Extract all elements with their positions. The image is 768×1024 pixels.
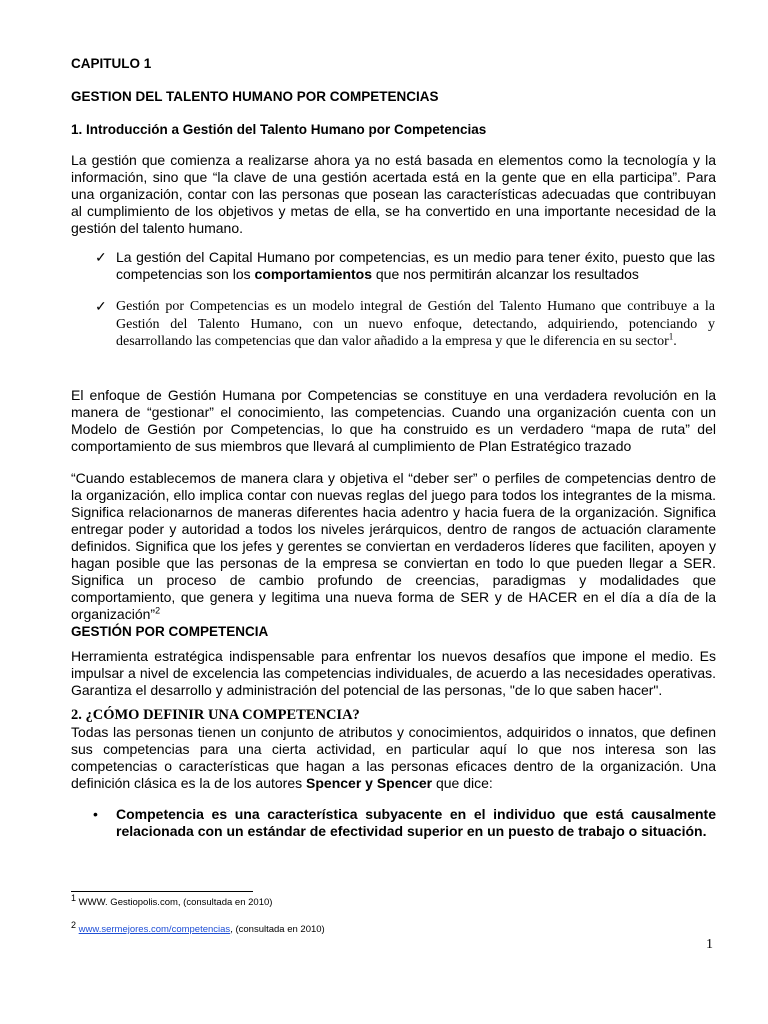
intro-paragraph: La gestión que comienza a realizarse ahora ya no está basada en elementos como la tecnología y la información, sino que “la clave de una gestión acertada está en la gente que en ella participa”. Para una organización, contar con las personas que posean las características adecuadas que contribuyan al cumplimiento de los objetivos y metas de ella, se ha convertido en una importante necesidad de la gestión del talento humano. bbox=[71, 152, 716, 236]
checklist-item-text: Gestión por Competencias es un modelo integral de Gestión del Talento Humano que contribuye a la Gestión del Talento Humano, con un nuevo enfoque, detectando, adquiriendo, potenciando y desarrollando las competencias que dan valor añadido a la empresa y que le diferencia en su sector$^1$. bbox=[116, 299, 715, 349]
footnote-separator bbox=[71, 891, 253, 892]
checklist-item-2 bbox=[95, 298, 715, 351]
definition-bullet bbox=[93, 806, 716, 840]
document-title: GESTION DEL TALENTO HUMANO POR COMPETENCIAS bbox=[71, 89, 439, 104]
herramienta-paragraph: Herramienta estratégica indispensable para enfrentar los nuevos desafíos que impone el medio. Es impulsar a nivel de excelencia las competencias individuales, de acuerdo a las necesidades operativas. Garantiza el desarrollo y administración del potencial de las personas, "de lo que saben hacer". bbox=[71, 648, 716, 698]
footnote-ref-2[interactable]: 2 bbox=[155, 605, 161, 616]
definicion-paragraph: Todas las personas tienen un conjunto de atributos y conocimientos, adquiridos o innatos, que definen sus competencias para una cierta actividad, en particular aquí lo que nos interesa son las competencias o características que hagan a las personas eficaces dentro de la organización. Una definición clásica es la de los autores Spencer y Spencer que dice: bbox=[71, 724, 716, 791]
checklist-item-1 bbox=[95, 249, 715, 283]
footnote-2: $^2$ www.sermejores.com/competencias, (consultada en 2010) bbox=[71, 919, 325, 935]
definition-bullet-text: Competencia es una característica subyacente en el individuo que está causalmente relacionada con un estándar de efectividad superior en un puesto de trabajo o situación. bbox=[116, 806, 716, 839]
footnote-ref-1[interactable]: 1 bbox=[668, 331, 674, 342]
section2-heading: 2. ¿CÓMO DEFINIR UNA COMPETENCIA? bbox=[71, 707, 360, 723]
check-icon: ✓ bbox=[95, 298, 107, 314]
enfoque-paragraph: El enfoque de Gestión Humana por Competencias se constituye en una verdadera revolución en la manera de “gestionar” el conocimiento, las competencias. Cuando una organización cuenta con un Modelo de Gestión por Competencias, lo que ha construido es un verdadero “mapa de ruta” del comportamiento de sus miembros que llevará al cumplimiento de Plan Estratégico trazado bbox=[71, 387, 716, 454]
page-number: 1 bbox=[706, 937, 713, 952]
check-icon: ✓ bbox=[95, 249, 107, 265]
footnote-link[interactable]: www.sermejores.com/competencias bbox=[78, 924, 231, 935]
checklist-item-text: La gestión del Capital Humano por competencias, es un medio para tener éxito, puesto que las competencias son los comportamientos que nos permitirán alcanzar los resultados bbox=[116, 249, 715, 282]
chapter-label: CAPITULO 1 bbox=[71, 56, 152, 71]
section1-heading: 1. Introducción a Gestión del Talento Humano por Competencias bbox=[71, 122, 487, 137]
bullet-icon: • bbox=[93, 806, 98, 822]
quote-paragraph: “Cuando establecemos de manera clara y objetiva el “deber ser” o perfiles de competencias dentro de la organización, ello implica contar con nuevas reglas del juego para todos los integrantes de la misma. Significa relacionarnos de maneras diferentes hacia adentro y hacia fuera de la organización. Significa entregar poder y autoridad a todos los niveles jerárquicos, dentro de rangos de actuación claramente definidos. Significa que los jefes y gerentes se conviertan en verdaderos líderes que faciliten, apoyen y hagan posible que las personas de la empresa se conviertan en todo lo que pueden llegar a SER. Significa un proceso de cambio profundo de creencias, paradigmas y modalidades que comportamiento, que genera y legitima una nueva forma de SER y de HACER en el día a día de la organización”$^2$ bbox=[71, 470, 716, 622]
gestion-heading: GESTIÓN POR COMPETENCIA bbox=[71, 624, 269, 639]
footnote-1: $^1$ WWW. Gestiopolis.com, (consultada en 2010) bbox=[71, 892, 273, 908]
